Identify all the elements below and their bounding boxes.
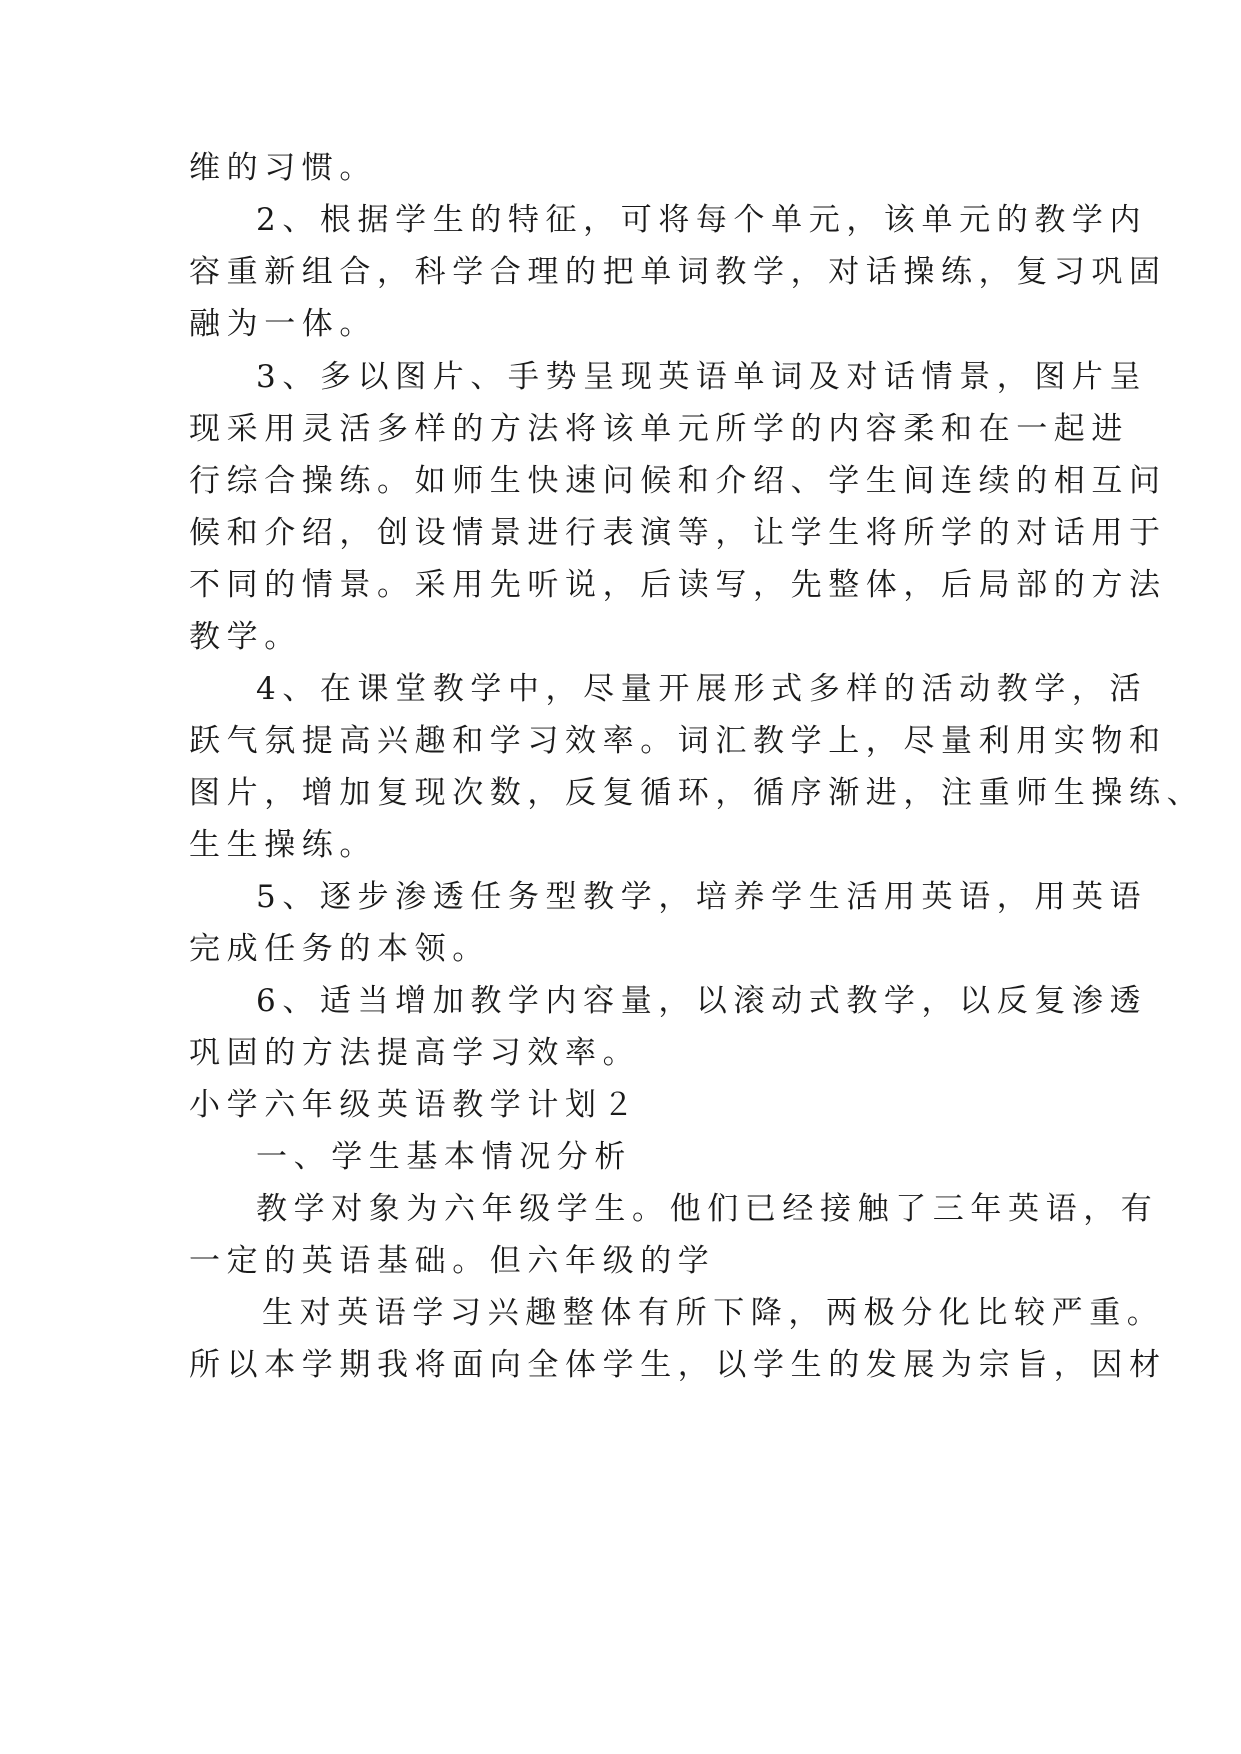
section-title: 小学六年级英语教学计划２ xyxy=(189,1087,641,1123)
list-item: 2、根据学生的特征，可将每个单元，该单元的教学内 xyxy=(256,202,1148,238)
text-line: 教学对象为六年级学生。他们已经接触了三年英语，有 xyxy=(256,1191,1159,1227)
section-heading: 一、学生基本情况分析 xyxy=(256,1139,632,1175)
list-item: 4、在课堂教学中，尽量开展形式多样的活动教学，活 xyxy=(256,671,1148,707)
text-line: 所以本学期我将面向全体学生，以学生的发展为宗旨，因材 xyxy=(189,1347,1167,1383)
text-line: 维的习惯。 xyxy=(189,150,377,186)
text-line: 现采用灵活多样的方法将该单元所学的内容柔和在一起进 xyxy=(189,411,1129,447)
text-line: 生生操练。 xyxy=(189,827,377,863)
text-line: 巩固的方法提高学习效率。 xyxy=(189,1035,641,1071)
text-line: 一定的英语基础。但六年级的学 xyxy=(189,1243,716,1279)
text-line: 行综合操练。如师生快速问候和介绍、学生间连续的相互问 xyxy=(189,463,1167,499)
text-line: 生对英语学习兴趣整体有所下降，两极分化比较严重。 xyxy=(262,1295,1165,1331)
text-line: 候和介绍，创设情景进行表演等，让学生将所学的对话用于 xyxy=(189,515,1167,551)
text-line: 图片，增加复现次数，反复循环，循序渐进，注重师生操练、 xyxy=(189,775,1205,811)
list-item: 3、多以图片、手势呈现英语单词及对话情景，图片呈 xyxy=(256,359,1148,395)
list-item: 6、适当增加教学内容量，以滚动式教学，以反复渗透 xyxy=(256,983,1148,1019)
text-line: 完成任务的本领。 xyxy=(189,931,490,967)
text-line: 融为一体。 xyxy=(189,306,377,342)
text-line: 跃气氛提高兴趣和学习效率。词汇教学上，尽量利用实物和 xyxy=(189,723,1167,759)
list-item: 5、逐步渗透任务型教学，培养学生活用英语，用英语 xyxy=(256,879,1148,915)
text-line: 教学。 xyxy=(189,619,302,655)
text-line: 不同的情景。采用先听说，后读写，先整体，后局部的方法 xyxy=(189,567,1167,603)
text-line: 容重新组合，科学合理的把单词教学，对话操练，复习巩固 xyxy=(189,254,1167,290)
